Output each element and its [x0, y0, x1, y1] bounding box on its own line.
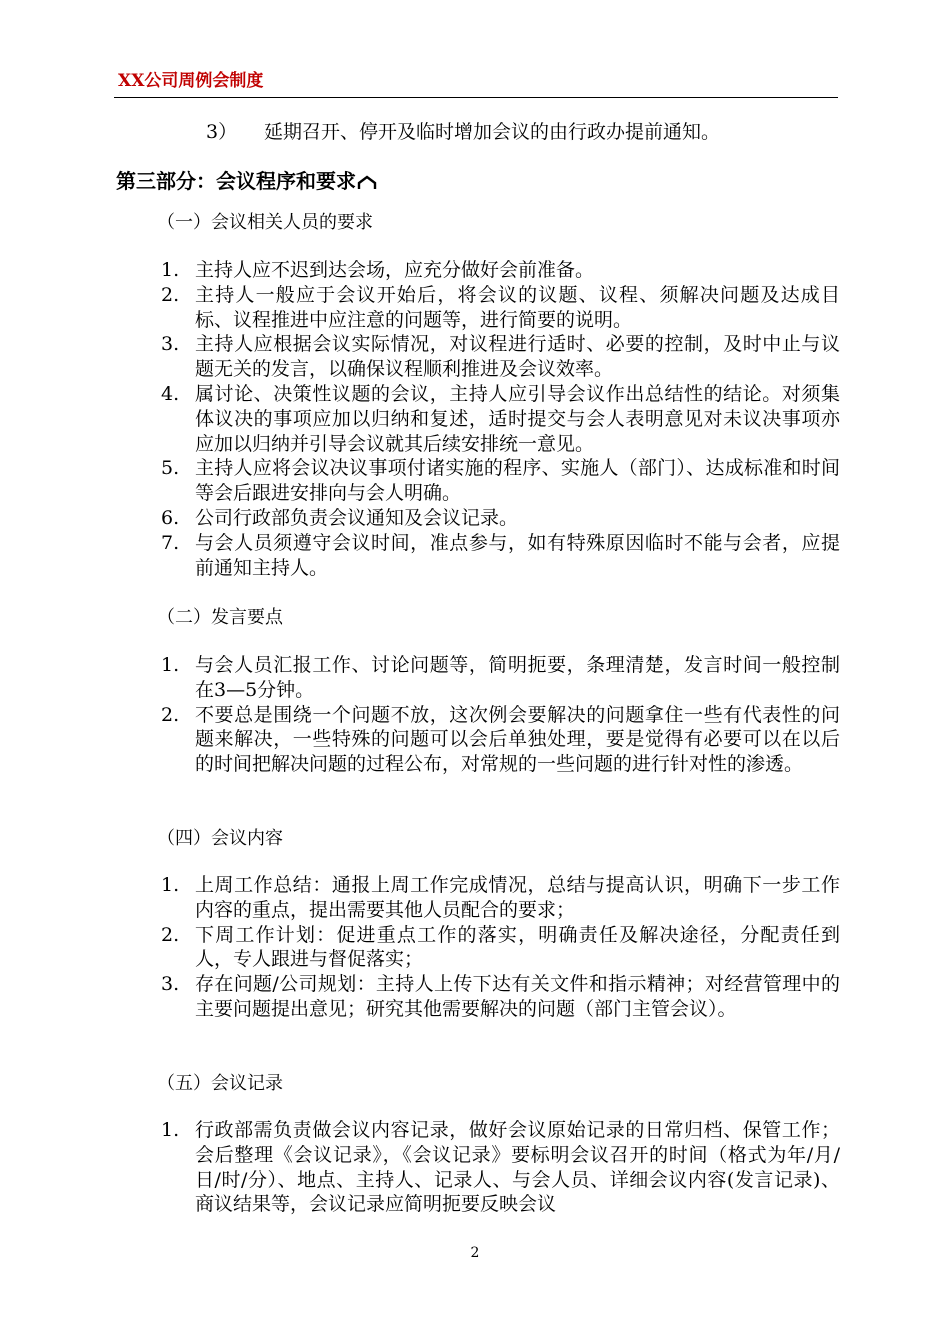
- anchor-mark-icon: [357, 174, 377, 190]
- item-text: 上周工作总结：通报上周工作完成情况，总结与提高认识，明确下一步工作内容的重点，提出需要其他人员配合的要求；: [195, 874, 840, 921]
- list-item: [155, 531, 840, 581]
- list-item: [155, 703, 840, 777]
- item-number: 2.: [161, 283, 180, 306]
- list-item: [155, 506, 840, 531]
- list-item: [155, 873, 840, 923]
- list-item: [155, 332, 840, 382]
- section-title-text: 第三部分：会议程序和要求: [116, 169, 356, 193]
- item-text: 属讨论、决策性议题的会议，主持人应引导会议作出总结性的结论。对须集体议决的事项应加以归纳和复述，适时提交与会人表明意见对未议决事项亦应加以归纳并引导会议就其后续安排统一意见。: [195, 382, 840, 455]
- item-text: 主持人应将会议决议事项付诸实施的程序、实施人（部门）、达成标准和时间等会后跟进安排向与会人明确。: [195, 457, 840, 505]
- item-number: 3.: [161, 333, 180, 356]
- subsection-heading: （四）会议内容: [157, 828, 283, 849]
- item-number: 1.: [161, 259, 180, 281]
- page-number: 2: [470, 1245, 480, 1261]
- subsection-heading: （一）会议相关人员的要求: [157, 212, 373, 233]
- item-number: 7.: [161, 531, 180, 554]
- meeting-content-list: [155, 873, 840, 1022]
- note-line: [206, 117, 720, 144]
- item-text: 与会人员须遵守会议时间，准点参与，如有特殊原因临时不能与会者，应提前通知主持人。: [195, 531, 840, 579]
- item-text: 下周工作计划：促进重点工作的落实，明确责任及解决途径，分配责任到人，专人跟进与督促落实；: [195, 923, 840, 971]
- page-header-title: XX公司周例会制度: [118, 71, 264, 91]
- item-text: 主持人应根据会议实际情况，对议程进行适时、必要的控制，及时中止与议题无关的发言，以确保议程顺利推进及会议效率。: [195, 333, 840, 381]
- item-text: 与会人员汇报工作、讨论问题等，简明扼要，条理清楚，发言时间一般控制在3—5分钟。: [195, 654, 840, 701]
- item-number: 1.: [161, 1119, 180, 1141]
- item-text: 主持人应不迟到达会场，应充分做好会前准备。: [195, 259, 595, 281]
- item-number: 1.: [161, 654, 180, 676]
- item-number: 2.: [161, 703, 180, 726]
- item-number: 3.: [161, 973, 180, 996]
- note-text: 延期召开、停开及临时增加会议的由行政办提前通知。: [264, 121, 721, 143]
- item-number: 5.: [161, 457, 180, 480]
- item-number: 6.: [161, 506, 180, 529]
- list-item: [155, 456, 840, 506]
- note-number: 3）: [206, 121, 238, 143]
- header-divider: [114, 97, 838, 98]
- section-title: [116, 165, 377, 194]
- item-text: 主持人一般应于会议开始后，将会议的议题、议程、须解决问题及达成目标、议程推进中应注意的问题等，进行简要的说明。: [195, 283, 840, 331]
- subsection-heading: （五）会议记录: [157, 1073, 283, 1094]
- list-item: [155, 1118, 840, 1217]
- item-number: 2.: [161, 923, 180, 946]
- speech-points-list: [155, 653, 840, 777]
- item-text: 存在问题/公司规划：主持人上传下达有关文件和指示精神；对经营管理中的主要问题提出意见；研究其他需要解决的问题（部门主管会议）。: [195, 973, 840, 1020]
- item-number: 1.: [161, 874, 180, 896]
- item-number: 4.: [161, 382, 180, 405]
- list-item: [155, 972, 840, 1022]
- list-item: [155, 923, 840, 973]
- requirements-list: [155, 258, 840, 580]
- list-item: [155, 258, 840, 283]
- subsection-heading: （二）发言要点: [157, 607, 283, 628]
- item-text: 公司行政部负责会议通知及会议记录。: [195, 506, 519, 529]
- list-item: [155, 283, 840, 333]
- item-text: 行政部需负责做会议内容记录，做好会议原始记录的日常归档、保管工作；会后整理《会议记录》，《会议记录》要标明会议召开的时间（格式为年/月/日/时/分）、地点、主持人、记录人、与会人员、详细会议内容(发言记录)、商议结果等，会议记录应简明扼要反映会议: [195, 1119, 840, 1216]
- list-item: [155, 382, 840, 456]
- item-text: 不要总是围绕一个问题不放，这次例会要解决的问题拿住一些有代表性的问题来解决，一些特殊的问题可以会后单独处理，要是觉得有必要可以在以后的时间把解决问题的过程公布，对常规的一些问题的进行针对性的渗透。: [195, 703, 840, 776]
- list-item: [155, 653, 840, 703]
- meeting-records-list: [155, 1118, 840, 1217]
